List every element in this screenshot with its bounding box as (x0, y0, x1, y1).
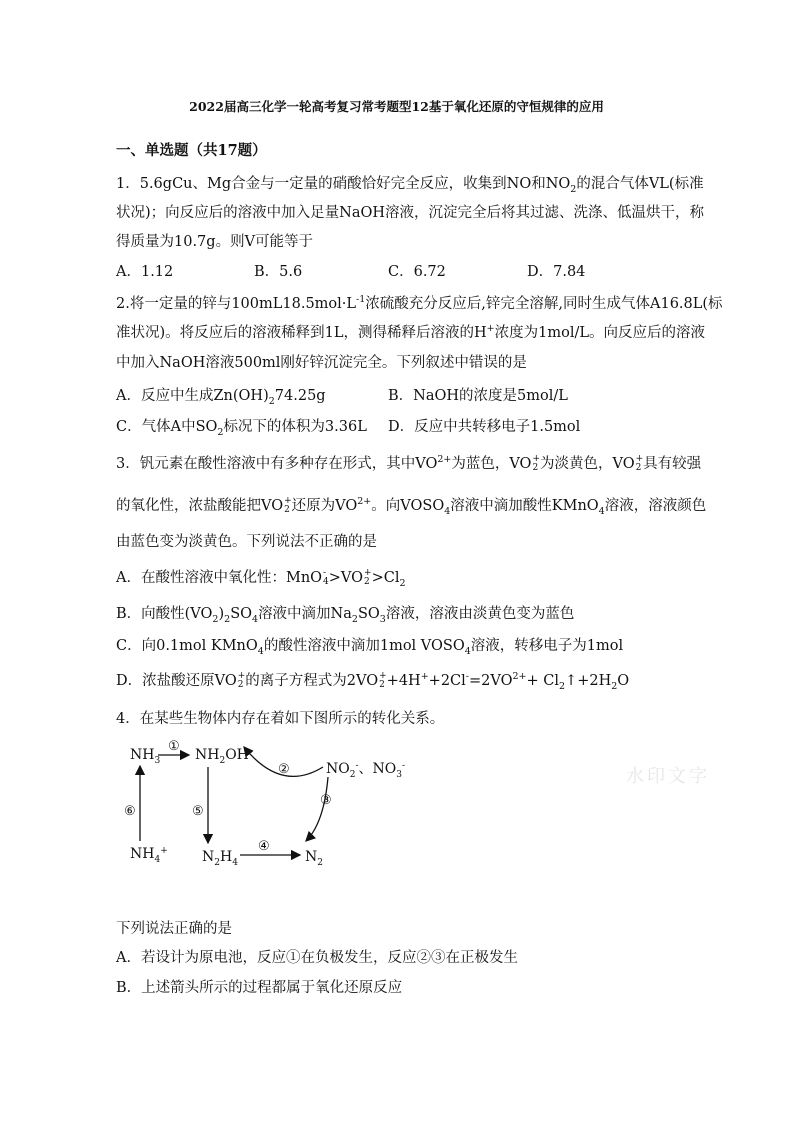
q3-line-3: 由蓝色变为淡黄色。下列说法不正确的是 (116, 534, 377, 550)
step5-label: ⑤ (192, 804, 204, 819)
conversion-diagram (116, 733, 426, 873)
n2h4-label: $N_2H_4$ (202, 849, 238, 868)
q3-option-c: C．向0.1mol KMnO$_4$的酸性溶液中滴加1mol $VOSO_4$溶液，转移电子为1mol (116, 638, 624, 657)
step3-label: ③ (320, 793, 332, 808)
q3-line-1: 3．钒元素在酸性溶液中有多种存在形式，其中$VO^{2+}$为蓝色，VO + 2 为淡黄色，VO + 2 具有较强 (116, 454, 702, 473)
q3-option-a: A．在酸性溶液中氧化性：MnO - 4 >VO + 2 $>Cl_2$ (116, 568, 406, 589)
n2-label: $N_2$ (305, 849, 323, 868)
q2-line-2: 准状况)。将反应后的溶液稀释到1L，测得稀释后溶液的H+浓度为1mol/L。向反应后的溶液 (116, 323, 705, 341)
q4-option-b: B．上述箭头所示的过程都属于氧化还原反应 (116, 980, 403, 996)
nh2oh-label: $NH_2OH$ (195, 747, 249, 766)
q1-line-1: 1．5.6gCu、Mg合金与一定量的硝酸恰好完全反应，收集到NO和$NO_2$的混合气体VL(标准 (116, 176, 704, 195)
q2-option-c: C．气体A中$SO_2$标况下的体积为3.36L (116, 419, 367, 438)
q4-line-1: 4．在某些生物体内存在着如下图所示的转化关系。 (116, 711, 445, 727)
q2-option-b: B．NaOH的浓度是5mol/L (388, 388, 568, 404)
step4-label: ④ (258, 839, 270, 854)
q3-line-2: 的氧化性，浓盐酸能把VO + 2 还原为$VO^{2+}$。向$VOSO_4$溶液中滴加酸性KMnO$_4$溶液，溶液颜色 (116, 496, 707, 517)
step2-label: ② (278, 762, 290, 777)
q1-line-2: 状况)；向反应后的溶液中加入足量NaOH溶液，沉淀完全后将其过滤、洗涤、低温烘干，称 (116, 205, 705, 221)
q3-option-d: D．浓盐酸还原VO + 2 的离子方程式为2VO + 2 $+4H^++2Cl^-=2VO^{2+}+$ $Cl_2↑+2H_2O$ (116, 671, 630, 692)
step6-label: ⑥ (124, 804, 136, 819)
q2-line-3: 中加入NaOH溶液500ml刚好锌沉淀完全。下列叙述中错误的是 (116, 355, 527, 371)
step1-label: ① (168, 739, 180, 754)
nh3-label: $NH_3$ (130, 747, 161, 766)
q1-option-d: D．7.84 (527, 264, 586, 280)
no2-no3-label: $NO_2^-$、$NO_3^-$ (326, 761, 406, 780)
q1-option-a: A．1.12 (116, 264, 174, 280)
q2-line-1: 2.将一定量的锌与$100mL18.5mol\cdot L^{-1}$浓硫酸充分反应后,锌完全溶解,同时生成气体A16.8L(标 (116, 294, 723, 312)
q3-option-b: B．向酸性$(VO_2)_2SO_4$溶液中滴加$Na_2SO_3$溶液，溶液由淡黄色变为蓝色 (116, 606, 575, 625)
q2-option-a: A．反应中生成$Zn(OH)_274.25g$ (116, 388, 326, 407)
q1-option-c: C．6.72 (388, 264, 446, 280)
q4-option-a: A．若设计为原电池，反应①在负极发生，反应②③在正极发生 (116, 950, 518, 966)
section-heading: 一、单选题（共17题） (116, 142, 267, 159)
watermark: 水印文字 (626, 766, 710, 787)
q2-option-d: D．反应中共转移电子1.5mol (388, 419, 581, 435)
document-title: 2022届高三化学一轮高考复习常考题型12基于氧化还原的守恒规律的应用 (189, 99, 604, 114)
nh4-label: $NH_4^+$ (130, 846, 168, 865)
arrow-step3 (306, 777, 328, 841)
q1-line-3: 得质量为10.7g。则V可能等于 (116, 234, 314, 250)
q4-prompt: 下列说法正确的是 (116, 921, 232, 937)
q1-option-b: B．5.6 (254, 264, 303, 280)
